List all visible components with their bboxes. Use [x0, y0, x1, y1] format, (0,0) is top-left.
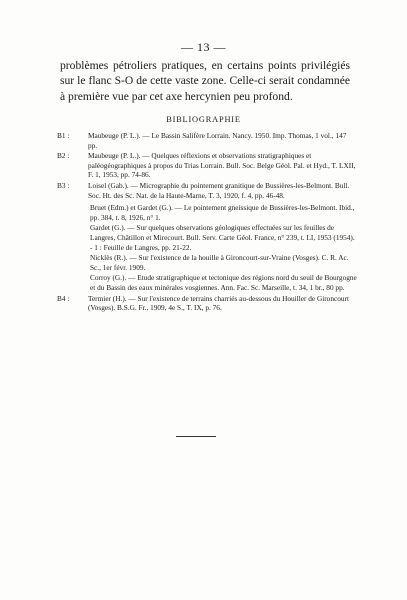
entry-text: Loisel (Gab.). — Micrographie du pointement granitique de Bussières-les-Belmont. Bull. Soc. Ht. des Sc. Nat. de la Haute-Marne, T. 3, 1920, f. 4, pp. 46-48. — [88, 180, 350, 200]
bibliography-entry — [57, 273, 357, 292]
bibliography-entry — [57, 131, 357, 150]
bibliography-entry — [57, 151, 357, 180]
footer-rule — [176, 436, 216, 437]
bibliography-entry — [57, 253, 357, 272]
bibliography-heading: BIBLIOGRAPHIE — [166, 115, 241, 124]
entry-text: Maubeuge (P. L.). — Quelques réflexions et observations stratigraphiques et paléogéographiques à propos du Trias Lorrain. Bull. Soc. Belge Géol. Pal. et Hyd., T. LXII, F. 1, 1953, pp. 74-86. — [88, 151, 356, 180]
intro-paragraph: problèmes pétroliers pratiques, en certains points privilégiés sur le flanc S-O de cette vaste zone. Celle-ci serait condamnée à première vue par cet axe hercynien peu profond. — [60, 59, 350, 103]
entry-marker: B2 : — [57, 151, 70, 161]
entry-text: Gardet (G.). — Sur quelques observations géologiques effectuées sur les feuilles de Langres, Châtillon et Mirecourt. Bull. Serv. Carte Géol. France, n° 239, t. LI, 1953 (1954). - 1 : Feuille de Langres, pp. 21-22. — [90, 223, 355, 252]
bibliography-entry — [57, 181, 357, 200]
entry-marker: B1 : — [57, 131, 70, 140]
bibliography-entry — [57, 294, 357, 313]
page-number: — 13 — — [181, 40, 226, 54]
entry-text: Bruet (Edm.) et Gardet (G.). — Le pointement gneissique de Bussières-les-Belmont. Ibid., pp. 384, t. 8, 1926, n° 1. — [90, 203, 355, 222]
entry-marker: B4 : — [57, 293, 70, 303]
bibliography-entry — [57, 203, 357, 222]
entry-text: Termier (H.). — Sur l'existence de terrains charriés au-dessous du Houiller de Gironcourt (Vosges). B.S.G. Fr., 1909, 4e S., T. IX, p. 76. — [88, 293, 349, 313]
entry-marker: B3 : — [57, 180, 70, 190]
entry-text: Maubeuge (P. L.). — Le Bassin Salifère Lorrain. Nancy. 1950. Imp. Thomas, 1 vol., 147 pp. — [88, 131, 347, 150]
bibliography-entry — [57, 223, 357, 252]
entry-text: Corroy (G.). — Etude stratigraphique et tectonique des régions nord du seuil de Bourgogne et du Bassin des eaux minérales vosgiennes. Ann. Fac. Sc. Marseille, t. 34, 1 br., 80 pp. — [90, 273, 357, 292]
entry-text: Nicklès (R.). — Sur l'existence de la houille à Gironcourt-sur-Vraine (Vosges). C. R. Ac. Sc., 1er févr. 1909. — [90, 253, 349, 272]
bibliography-list — [57, 131, 357, 313]
